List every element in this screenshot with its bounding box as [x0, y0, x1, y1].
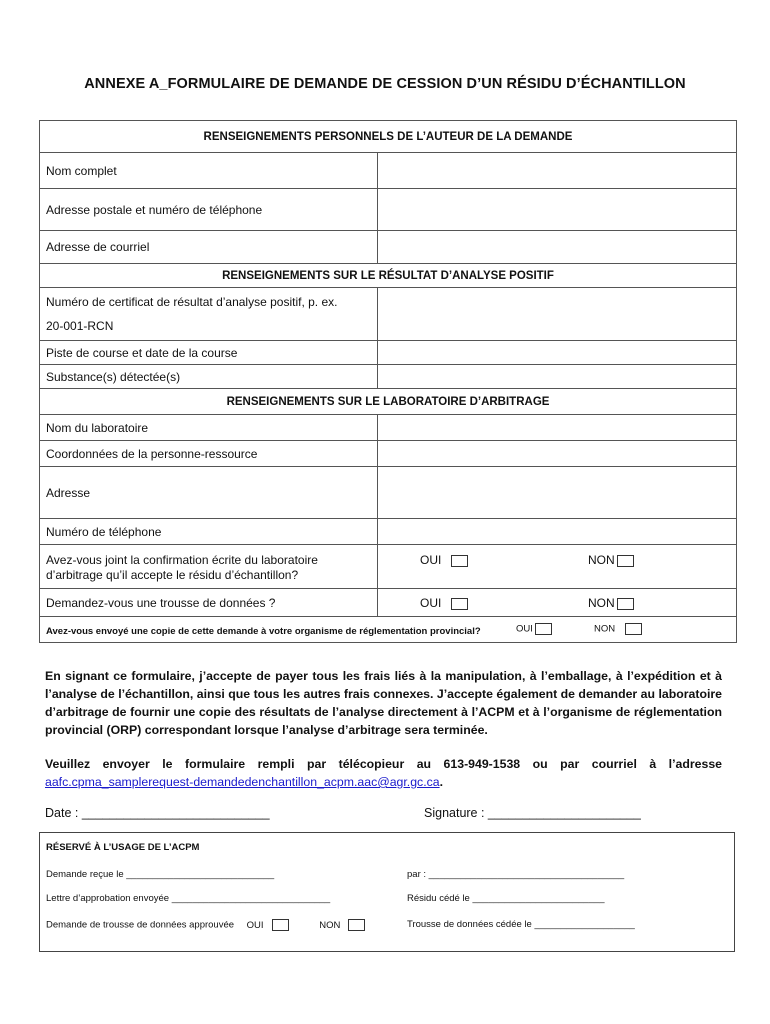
form-row — [40, 617, 737, 643]
section-row — [40, 121, 737, 153]
copy-sent-yes-option — [516, 623, 552, 635]
submission-instructions — [45, 755, 722, 791]
yes-label: OUI — [516, 623, 533, 635]
yes-label: OUI — [420, 553, 442, 567]
copy-sent-row — [40, 617, 737, 643]
label-certificate-line2: 20-001-RCN — [46, 319, 114, 333]
reserved-kit-approved — [46, 919, 365, 931]
input-substances[interactable] — [378, 365, 737, 389]
confirmation-yes-checkbox[interactable] — [451, 555, 468, 567]
label-postal-phone: Adresse postale et numéro de téléphone — [40, 189, 378, 231]
input-certificate[interactable] — [378, 288, 737, 341]
label-full-name: Nom complet — [40, 153, 378, 189]
reserved-kit-approved-label: Demande de trousse de données approuvée — [46, 919, 235, 931]
form-row — [40, 441, 737, 467]
copy-sent-no-option — [594, 623, 642, 635]
section-personal: RENSEIGNEMENTS PERSONNELS DE L’AUTEUR DE LA DEMANDE — [40, 121, 737, 153]
no-label: NON — [588, 553, 615, 567]
email-link[interactable]: aafc.cpma_samplerequest-demandedenchantillon_acpm.aac@agr.gc.ca — [45, 775, 440, 789]
consent-paragraph: En signant ce formulaire, j’accepte de payer tous les frais liés à la manipulation, à l’emballage, à l’expédition et à l’analyse de l’échantillon, ainsi que tous les autres frais connexes. J’accepte également de demander au laboratoire d’arbitrage de fournir une copie des résultats de l’analyse directement à l’ACPM et à l’organisme de réglementation provincial (ORP) correspondant lorsque l’analyse d’arbitrage sera terminée. — [45, 669, 722, 737]
label-lab-name: Nom du laboratoire — [40, 415, 378, 441]
label-certificate — [40, 288, 378, 341]
reserved-received: Demande reçue le ____________________________ — [46, 869, 275, 880]
form-row — [40, 288, 737, 341]
form-row — [40, 341, 737, 365]
signature-field[interactable]: Signature : ______________________ — [424, 806, 641, 820]
form-row — [40, 231, 737, 264]
section-result: RENSEIGNEMENTS SUR LE RÉSULTAT D’ANALYSE POSITIF — [40, 264, 737, 288]
label-data-kit: Demandez-vous une trousse de données ? — [40, 589, 378, 617]
copy-sent-yes-checkbox[interactable] — [535, 623, 552, 635]
section-lab: RENSEIGNEMENTS SUR LE LABORATOIRE D’ARBITRAGE — [40, 389, 737, 415]
confirmation-options — [378, 545, 737, 589]
label-phone: Numéro de téléphone — [40, 519, 378, 545]
input-address[interactable] — [378, 467, 737, 519]
reserved-title: RÉSERVÉ À L’USAGE DE L’ACPM — [46, 842, 200, 853]
confirmation-no-option — [588, 553, 634, 567]
label-copy-sent: Avez-vous envoyé une copie de cette demande à votre organisme de réglementation provincial? — [46, 625, 481, 637]
label-address: Adresse — [40, 467, 378, 519]
form-row — [40, 365, 737, 389]
reserved-kit-given: Trousse de données cédée le ___________________ — [407, 919, 635, 930]
form-row — [40, 519, 737, 545]
input-full-name[interactable] — [378, 153, 737, 189]
input-phone[interactable] — [378, 519, 737, 545]
label-certificate-line1: Numéro de certificat de résultat d’analyse positif, p. ex. — [46, 295, 338, 309]
reserved-residue: Résidu cédé le _________________________ — [407, 893, 605, 904]
request-form-table — [39, 120, 737, 643]
copy-sent-no-checkbox[interactable] — [625, 623, 642, 635]
no-label: NON — [319, 919, 341, 931]
data-kit-yes-checkbox[interactable] — [451, 598, 468, 610]
form-row — [40, 467, 737, 519]
reserved-approval: Lettre d’approbation envoyée ______________________________ — [46, 893, 331, 904]
data-kit-yes-option — [420, 596, 468, 610]
form-row — [40, 153, 737, 189]
confirmation-no-checkbox[interactable] — [617, 555, 634, 567]
form-row — [40, 589, 737, 617]
input-postal-phone[interactable] — [378, 189, 737, 231]
form-row — [40, 189, 737, 231]
label-substances: Substance(s) détectée(s) — [40, 365, 378, 389]
submission-text: Veuillez envoyer le formulaire rempli par télécopieur au 613-949-1538 ou par courriel à l’adresse — [45, 757, 722, 771]
data-kit-options — [378, 589, 737, 617]
form-row — [40, 545, 737, 589]
data-kit-no-option — [588, 596, 634, 610]
confirmation-yes-option — [420, 553, 468, 567]
reserved-kit-no-checkbox[interactable] — [348, 919, 365, 931]
cpma-reserved-box — [39, 832, 735, 952]
no-label: NON — [594, 623, 616, 635]
input-contact[interactable] — [378, 441, 737, 467]
label-confirmation-line1: Avez-vous joint la confirmation écrite du laboratoire — [46, 553, 318, 567]
label-confirmation — [40, 545, 378, 589]
input-track-date[interactable] — [378, 341, 737, 365]
form-title: ANNEXE A_FORMULAIRE DE DEMANDE DE CESSION D’UN RÉSIDU D’ÉCHANTILLON — [84, 76, 686, 92]
input-email[interactable] — [378, 231, 737, 264]
form-row — [40, 415, 737, 441]
date-field[interactable]: Date : ___________________________ — [45, 806, 270, 820]
yes-label: OUI — [246, 919, 264, 931]
data-kit-no-checkbox[interactable] — [617, 598, 634, 610]
label-confirmation-line2: d’arbitrage qu’il accepte le résidu d’échantillon? — [46, 568, 299, 582]
no-label: NON — [588, 596, 615, 610]
label-email: Adresse de courriel — [40, 231, 378, 264]
reserved-by: par : _____________________________________ — [407, 869, 625, 880]
reserved-kit-yes-checkbox[interactable] — [272, 919, 289, 931]
label-track-date: Piste de course et date de la course — [40, 341, 378, 365]
input-lab-name[interactable] — [378, 415, 737, 441]
yes-label: OUI — [420, 596, 442, 610]
label-contact: Coordonnées de la personne-ressource — [40, 441, 378, 467]
submission-period: . — [439, 775, 444, 789]
section-row — [40, 389, 737, 415]
section-row — [40, 264, 737, 288]
